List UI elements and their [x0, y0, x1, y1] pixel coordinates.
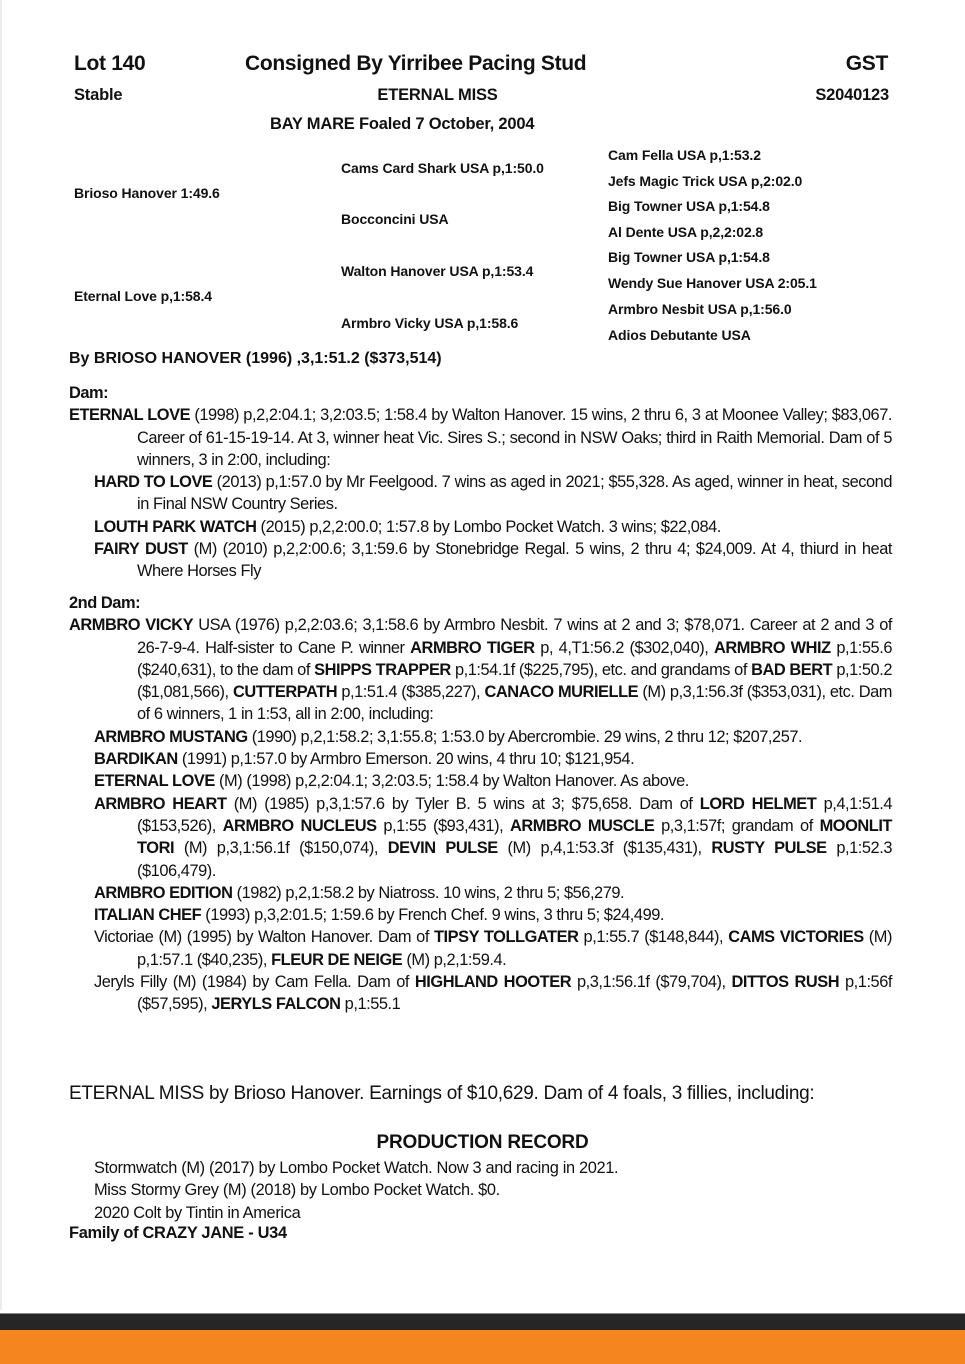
pedigree-gen3-6: Wendy Sue Hanover USA 2:05.1: [608, 275, 817, 291]
pedigree-sire-dam: Bocconcini USA: [341, 211, 449, 227]
progeny-entry: ARMBRO MUSTANG (1990) p,2,1:58.2; 3,1:55.8; 1:53.0 by Abercrombie. 29 wins, 2 thru 12; $207,257.: [94, 727, 803, 746]
page-edge: [0, 0, 2, 1310]
progeny-entry: BARDIKAN (1991) p,1:57.0 by Armbro Emerson. 20 wins, 4 thru 10; $121,954.: [94, 750, 635, 769]
sire-line: By BRIOSO HANOVER (1996) ,3,1:51.2 ($373,514): [69, 350, 442, 367]
pedigree-gen3-2: Jefs Magic Trick USA p,2:02.0: [608, 173, 803, 189]
production-item: Stormwatch (M) (2017) by Lombo Pocket Watch. Now 3 and racing in 2021.: [94, 1159, 619, 1177]
progeny-entry: FAIRY DUST (M) (2010) p,2,2:00.6; 3,1:59.6 by Stonebridge Regal. 5 wins, 2 thru 4; $24,009. At 4, thiurd in heat Where Horses Fly: [94, 540, 892, 581]
progeny-entry: Jeryls Filly (M) (1984) by Cam Fella. Dam of HIGHLAND HOOTER p,3,1:56.1f ($79,704), DITTOS RUSH p,1:56f ($57,595), JERYLS FALCON p,1:55.1: [94, 973, 892, 1014]
progeny-entry: ITALIAN CHEF (1993) p,3,2:01.5; 1:59.6 by French Chef. 9 wins, 3 thru 5; $24,499.: [94, 906, 665, 925]
pedigree-sire: Brioso Hanover 1:49.6: [74, 185, 220, 201]
pedigree-dam-dam: Armbro Vicky USA p,1:58.6: [341, 315, 519, 331]
location: Stable: [74, 86, 123, 104]
production-item: 2020 Colt by Tintin in America: [94, 1203, 301, 1222]
progeny-entry: HARD TO LOVE (2013) p,1:57.0 by Mr Feelgood. 7 wins as aged in 2021; $55,328. As aged, winner in heat, second in Final NSW Country Series.: [94, 473, 892, 514]
progeny-entry: Victoriae (M) (1995) by Walton Hanover. Dam of TIPSY TOLLGATER p,1:55.7 ($148,844), CAMS VICTORIES (M) p,1:57.1 ($40,235), FLEUR DE NEIGE (M) p,2,1:59.4.: [94, 928, 893, 969]
sale-code: GST: [845, 52, 888, 75]
horse-summary: ETERNAL MISS by Brioso Hanover. Earnings of $10,629. Dam of 4 foals, 3 fillies, including:: [69, 1083, 815, 1104]
production-record-list: [94, 1157, 618, 1224]
pedigree-gen3-8: Adios Debutante USA: [608, 327, 751, 343]
pedigree-gen3-5: Big Towner USA p,1:54.8: [608, 249, 770, 265]
production-item: Miss Stormy Grey (M) (2018) by Lombo Pocket Watch. $0.: [94, 1181, 500, 1200]
footer-dark-bar: [0, 1313, 965, 1330]
progeny-entry: ARMBRO EDITION (1982) p,2,1:58.2 by Niatross. 10 wins, 2 thru 5; $56,279.: [94, 883, 625, 902]
dam-heading: Dam:: [69, 384, 109, 402]
production-record-title: PRODUCTION RECORD: [376, 1132, 589, 1153]
dam-entry: ETERNAL LOVE (1998) p,2,2:04.1; 3,2:03.5; 1:58.4 by Walton Hanover. 15 wins, 2 thru 6, 3 at Moonee Valley; $83,067. Career of 61-15-19-14. At 3, winner heat Vic. Sires S.; second in NSW Oaks; third in Raith Memorial. Dam of 5 winners, 3 in 2:00, including:: [69, 406, 892, 469]
pedigree-gen3-7: Armbro Nesbit USA p,1:56.0: [608, 301, 792, 317]
pedigree-dam: Eternal Love p,1:58.4: [74, 288, 212, 304]
dam-section: [69, 382, 892, 583]
progeny-entry: ARMBRO HEART (M) (1985) p,3,1:57.6 by Tyler B. 5 wins at 3; $75,658. Dam of LORD HELMET p,4,1:51.4 ($153,526), ARMBRO NUCLEUS p,1:55 ($93,431), ARMBRO MUSCLE p,3,1:57f; grandam of MOONLIT TORI (M) p,3,1:56.1f ($150,074), DEVIN PULSE (M) p,4,1:53.3f ($135,431), RUSTY PULSE p,1:52.3 ($106,479).: [94, 794, 893, 880]
horse-description: BAY MARE Foaled 7 October, 2004: [270, 115, 535, 133]
dam-name: ETERNAL LOVE: [69, 406, 191, 425]
lot-number: Lot 140: [74, 52, 146, 75]
progeny-entry: LOUTH PARK WATCH (2015) p,2,2:00.0; 1:57.8 by Lombo Pocket Watch. 3 wins; $22,084.: [94, 517, 721, 536]
second-dam-heading: 2nd Dam:: [69, 594, 141, 612]
horse-id: S2040123: [815, 86, 889, 104]
horse-name: ETERNAL MISS: [377, 86, 498, 104]
pedigree-dam-sire: Walton Hanover USA p,1:53.4: [341, 263, 534, 279]
consignor: Consigned By Yirribee Pacing Stud: [245, 52, 587, 75]
pedigree-gen3-4: Al Dente USA p,2,2:02.8: [608, 224, 764, 240]
pedigree-gen3-3: Big Towner USA p,1:54.8: [608, 198, 770, 214]
family-line: Family of CRAZY JANE - U34: [69, 1224, 287, 1242]
footer-orange-bar: [0, 1330, 965, 1364]
second-dam-entry: ARMBRO VICKY USA (1976) p,2,2:03.6; 3,1:58.6 by Armbro Nesbit. 7 wins at 2 and 3; $78,071. Career at 2 and 3 of 26-7-9-4. Half-sister to Cane P. winner ARMBRO TIGER p, 4,T1:56.2 ($302,040), ARMBRO WHIZ p,1:55.6 ($240,631), to the dam of SHIPPS TRAPPER p,1:54.1f ($225,795), etc. and grandams of BAD BERT p,1:50.2 ($1,081,566), CUTTERPATH p,1:51.4 ($385,227), CANACO MURIELLE (M) p,3,1:56.3f ($353,031), etc. Dam of 6 winners, 1 in 1:53, all in 2:00, including:: [69, 616, 893, 724]
progeny-entry: ETERNAL LOVE (M) (1998) p,2,2:04.1; 3,2:03.5; 1:58.4 by Walton Hanover. As above.: [94, 772, 689, 791]
pedigree-sire-sire: Cams Card Shark USA p,1:50.0: [341, 160, 544, 176]
second-dam-section: [69, 592, 892, 1016]
pedigree-gen3-1: Cam Fella USA p,1:53.2: [608, 147, 761, 163]
